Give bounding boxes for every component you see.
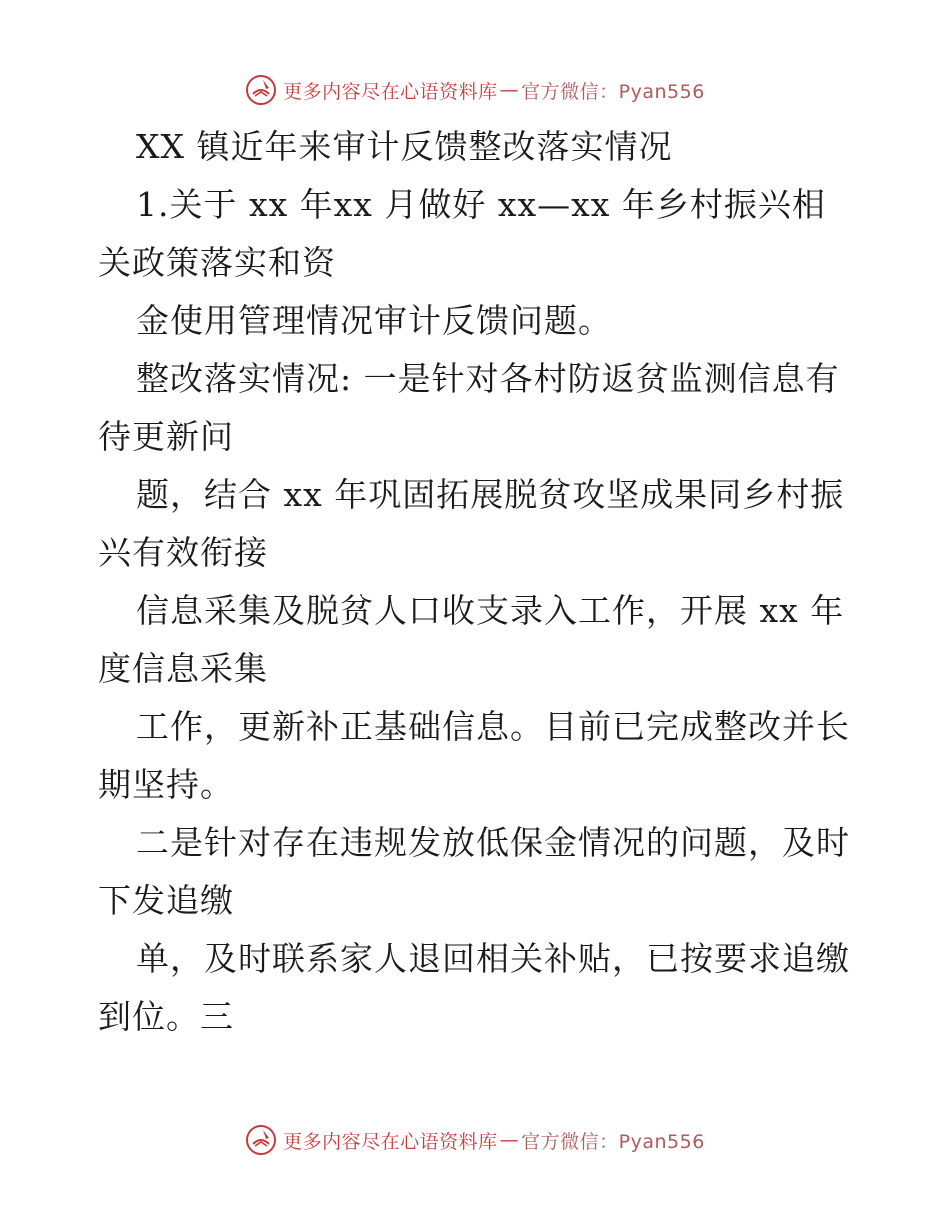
paragraph-line: 兴有效衔接 (98, 533, 268, 572)
watermark-main-text: 更多内容尽在心语资料库 (283, 80, 498, 103)
paragraph-line: 信息采集及脱贫人口收支录入工作，开展 xx 年 (136, 591, 845, 630)
paragraph-line: 单，及时联系家人退回相关补贴，已按要求追缴 (136, 939, 850, 978)
paragraph-line: 二是针对存在违规发放低保金情况的问题，及时 (136, 823, 850, 862)
document-title: XX 镇近年来审计反馈整改落实情况 (136, 127, 673, 166)
paragraph-line: 1.关于 xx 年xx 月做好 xx—xx 年乡村振兴相 (136, 185, 826, 224)
paragraph-line: 关政策落实和资 (98, 243, 336, 282)
paragraph-line: 金使用管理情况审计反馈问题。 (136, 301, 612, 340)
footer-watermark (0, 1122, 950, 1158)
paragraph-line: 下发追缴 (98, 881, 234, 920)
paragraph-line: 期坚持。 (98, 765, 234, 804)
document-body (98, 118, 858, 1046)
paragraph-line: 度信息采集 (98, 649, 268, 688)
paragraph-line: 到位。三 (98, 997, 234, 1036)
watermark-main-text: 更多内容尽在心语资料库 (283, 1130, 498, 1153)
watermark-wechat-text: 官方微信：Pyan556 (521, 80, 705, 103)
watermark-dash: — (499, 79, 520, 101)
paragraph-line: 整改落实情况: 一是针对各村防返贫监测信息有 (136, 359, 840, 398)
watermark-wechat-text: 官方微信：Pyan556 (521, 1130, 705, 1153)
paragraph-line: 待更新问 (98, 417, 234, 456)
header-watermark (0, 72, 950, 108)
watermark-dash: — (499, 1129, 520, 1151)
book-pen-logo-icon (245, 1124, 277, 1156)
paragraph-line: 工作，更新补正基础信息。目前已完成整改并长 (136, 707, 850, 746)
book-pen-logo-icon (245, 74, 277, 106)
paragraph-line: 题，结合 xx 年巩固拓展脱贫攻坚成果同乡村振 (136, 475, 845, 514)
